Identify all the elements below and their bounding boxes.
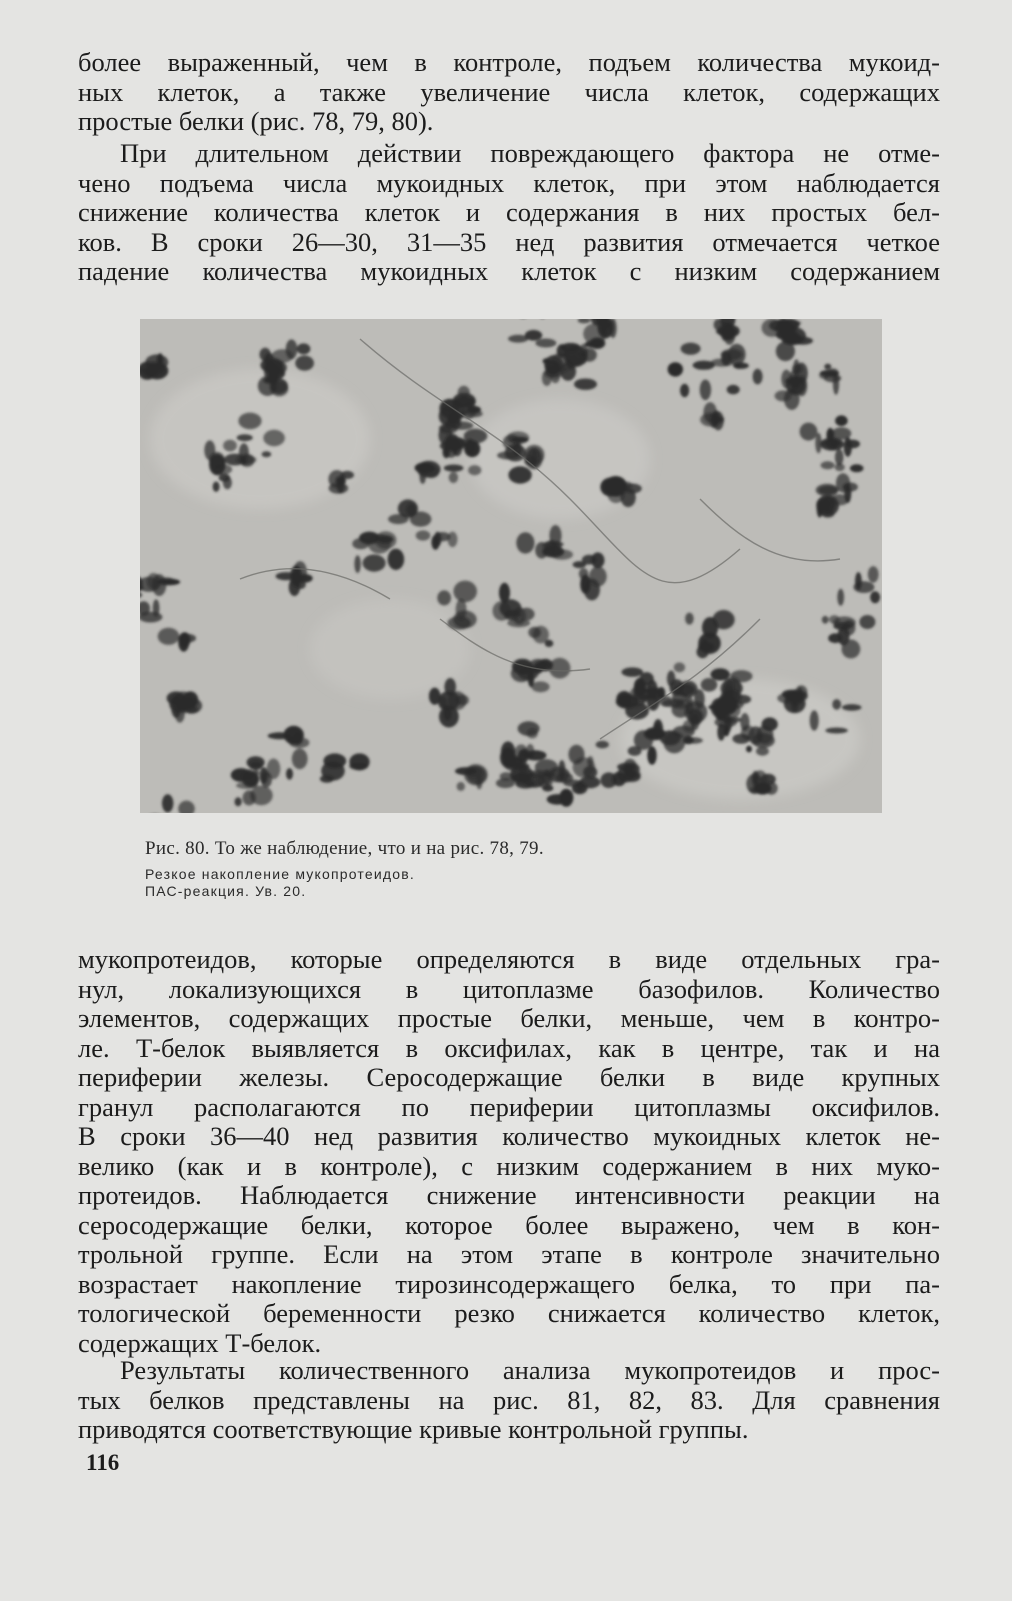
granule xyxy=(516,532,534,553)
granule xyxy=(508,466,531,483)
text-line: При длительном действии повреждающего фактора не отме- xyxy=(120,138,940,168)
granule xyxy=(710,359,733,367)
micrograph-image xyxy=(140,319,882,813)
granule xyxy=(712,410,720,425)
paragraph-results xyxy=(78,1356,940,1445)
granule xyxy=(775,390,792,401)
text-line: возрастает накопление тирозинсодержащего белка, то при па- xyxy=(78,1268,940,1299)
text-line: велико (как и в контроле), с низким содержанием в них муко- xyxy=(78,1150,940,1181)
granule xyxy=(178,633,189,652)
granule xyxy=(616,694,639,709)
granule xyxy=(685,613,694,625)
granule xyxy=(158,628,180,645)
granule xyxy=(825,728,848,734)
granule xyxy=(674,662,685,672)
granule xyxy=(746,746,752,753)
granule xyxy=(388,549,405,570)
text-line: содержащих Т-белок. xyxy=(78,1327,322,1358)
granule xyxy=(542,785,553,792)
granule xyxy=(295,356,314,371)
granule xyxy=(247,756,265,768)
text-line: снижение количества клеток и содержания в них простых бел- xyxy=(78,197,940,227)
granule xyxy=(287,737,303,745)
granule xyxy=(853,581,874,593)
granule xyxy=(828,368,839,377)
granule xyxy=(800,423,818,441)
granule xyxy=(797,687,803,704)
granule xyxy=(647,746,656,765)
granule xyxy=(723,725,729,736)
text-line: элементов, содержащих простые белки, меньше, чем в контро- xyxy=(78,1003,940,1033)
granule xyxy=(573,757,596,777)
granule xyxy=(239,443,249,461)
granule xyxy=(263,430,285,446)
granule xyxy=(329,483,349,494)
granule xyxy=(219,474,230,482)
granule xyxy=(868,566,879,583)
text-line: Результаты количественного анализа мукопротеидов и прос- xyxy=(120,1355,940,1385)
granule xyxy=(601,772,618,788)
paragraph-mucoproteins xyxy=(78,945,940,1358)
granule xyxy=(158,579,181,586)
granule xyxy=(501,741,515,761)
granule xyxy=(262,451,272,457)
granule xyxy=(765,782,778,795)
granule xyxy=(730,670,752,682)
text-line: тологической беременности резко снижается количество клеток, xyxy=(78,1298,940,1328)
granule xyxy=(819,486,838,494)
granule xyxy=(354,555,360,573)
granule xyxy=(694,689,705,709)
granule xyxy=(600,478,621,497)
text-line: чено подъема числа мукоидных клеток, при этом наблюдается xyxy=(78,167,940,198)
granule xyxy=(596,741,609,749)
granule xyxy=(416,530,431,540)
granule xyxy=(835,415,848,426)
granule xyxy=(531,681,549,692)
text-line: падение количества мукоидных клеток с низким содержанием xyxy=(78,256,940,286)
granule xyxy=(508,335,528,343)
granule xyxy=(272,349,294,362)
granule xyxy=(237,434,253,441)
granule xyxy=(824,364,831,370)
granule xyxy=(654,723,662,740)
granule xyxy=(680,384,689,397)
granule xyxy=(549,658,571,679)
granule xyxy=(579,568,589,579)
granule xyxy=(576,780,583,792)
granule xyxy=(628,746,642,756)
granule xyxy=(448,691,466,710)
granule xyxy=(153,599,160,616)
granule xyxy=(286,768,293,780)
granule xyxy=(297,343,311,354)
granule xyxy=(204,440,215,460)
granule xyxy=(835,449,844,466)
granule xyxy=(547,794,568,805)
granule xyxy=(359,532,380,545)
paragraph-continued xyxy=(78,48,940,137)
text-line: ных клеток, а также увеличение числа клеток, содержащих xyxy=(78,76,940,107)
granule xyxy=(740,713,749,731)
page-number: 116 xyxy=(86,1450,120,1475)
granule xyxy=(622,667,644,676)
caption-title: Рис. 80. То же наблюдение, что и на рис. 78, 79. xyxy=(145,838,544,859)
granule xyxy=(544,541,564,548)
granule xyxy=(465,766,483,778)
granule xyxy=(574,379,597,390)
text-line: более выраженный, чем в контроле, подъем количества мукоид- xyxy=(78,47,940,77)
granule xyxy=(453,611,477,629)
granule xyxy=(762,717,778,731)
granule xyxy=(573,561,586,568)
granule xyxy=(323,753,346,768)
granule xyxy=(821,461,835,469)
granule xyxy=(833,622,852,630)
granule xyxy=(836,473,850,492)
granule xyxy=(732,734,750,744)
text-line: приводятся соответствующие кривые контрольной группы. xyxy=(78,1414,749,1444)
granule xyxy=(439,425,453,445)
granule xyxy=(683,736,694,744)
granule xyxy=(453,581,477,603)
granule xyxy=(723,322,733,340)
granule xyxy=(435,532,451,541)
granule xyxy=(683,720,696,732)
granule xyxy=(518,721,540,736)
granule xyxy=(835,464,845,472)
granule xyxy=(448,532,458,548)
text-line: нул, локализующихся в цитоплазме базофилов. Количество xyxy=(78,973,940,1004)
granule xyxy=(832,699,841,710)
granule xyxy=(789,387,797,395)
granule xyxy=(464,440,480,457)
granule xyxy=(500,772,513,781)
granule xyxy=(821,497,835,513)
text-line: периферии железы. Серосодержащие белки в виде крупных xyxy=(78,1062,940,1092)
granule xyxy=(238,413,261,430)
granule xyxy=(320,775,334,783)
granule xyxy=(524,445,545,466)
granule xyxy=(535,339,556,348)
granule xyxy=(785,377,803,385)
granule xyxy=(437,590,451,605)
granule xyxy=(349,762,368,770)
granule xyxy=(697,646,709,659)
granule xyxy=(668,362,683,376)
granule xyxy=(713,610,735,629)
granule xyxy=(519,763,528,783)
granule xyxy=(551,549,573,559)
figure-caption xyxy=(145,838,845,900)
granule xyxy=(500,599,522,617)
granule xyxy=(822,616,829,624)
text-line: В сроки 36—40 нед развития количество мукоидных клеток не- xyxy=(78,1121,940,1151)
granule xyxy=(733,363,749,369)
caption-description: Резкое накопление мукопротеидов. xyxy=(145,866,415,882)
granule xyxy=(820,438,844,451)
paragraph-damaging-factor xyxy=(78,139,940,287)
granule xyxy=(267,759,281,780)
granule xyxy=(451,444,459,453)
granule xyxy=(213,482,220,492)
granule xyxy=(634,678,646,697)
micrograph-figure xyxy=(140,319,882,813)
granule xyxy=(561,343,581,352)
granule xyxy=(507,619,530,627)
granule xyxy=(514,744,528,761)
granule xyxy=(846,440,860,449)
granule xyxy=(453,393,476,409)
granule xyxy=(681,343,701,355)
text-line: трольной группе. Если на этом этапе в контроле значительно xyxy=(78,1239,940,1269)
granule xyxy=(810,710,819,730)
text-line: гранул располагаются по периферии цитоплазмы оксифилов. xyxy=(78,1091,940,1122)
granule xyxy=(467,410,483,417)
granule xyxy=(585,341,603,348)
granule xyxy=(292,748,308,769)
text-line: протеидов. Наблюдается снижение интенсивности реакции на xyxy=(78,1180,940,1210)
granule xyxy=(551,369,561,383)
granule xyxy=(622,482,632,489)
granule xyxy=(335,476,345,484)
granule xyxy=(727,385,740,395)
text-line: тых белков представлены на рис. 81, 82, 83. Для сравнения xyxy=(78,1384,940,1415)
text-line: серосодержащие белки, которое более выражено, чем в кон- xyxy=(78,1209,940,1240)
granule xyxy=(457,782,465,791)
granule xyxy=(662,699,683,708)
text-line: ле. Т-белок выявляется в оксифилах, как в центре, так и на xyxy=(78,1032,940,1063)
granule xyxy=(162,794,173,812)
granule xyxy=(235,797,242,806)
granule xyxy=(591,552,604,568)
granule xyxy=(449,472,458,483)
granule xyxy=(244,769,254,780)
granule xyxy=(398,499,418,517)
granule xyxy=(528,770,549,777)
text-line: ков. В сроки 26—30, 31—35 нед развития отмечается четкое xyxy=(78,226,940,257)
granule xyxy=(157,353,164,368)
granule xyxy=(444,465,464,472)
granule xyxy=(363,555,386,572)
granule xyxy=(545,640,554,647)
granule xyxy=(250,786,273,806)
granule xyxy=(377,535,393,543)
text-line: мукопротеидов, которые определяются в виде отдельных гра- xyxy=(78,944,940,974)
granule xyxy=(828,633,842,643)
granule xyxy=(542,370,552,386)
caption-method: ПАС-реакция. Ув. 20. xyxy=(145,883,307,899)
granule xyxy=(584,579,600,601)
granule xyxy=(711,668,730,680)
text-line: простые белки (рис. 78, 79, 80). xyxy=(78,106,434,136)
granule xyxy=(748,726,762,744)
granule xyxy=(837,589,844,606)
granule xyxy=(850,464,864,472)
granule xyxy=(625,764,640,773)
granule xyxy=(792,364,803,374)
granule xyxy=(870,591,880,603)
granule xyxy=(276,572,298,580)
granule xyxy=(417,461,441,478)
granule xyxy=(753,369,763,385)
granule xyxy=(271,365,279,384)
granule xyxy=(756,747,769,756)
granule xyxy=(185,706,199,713)
granule xyxy=(701,678,718,692)
granule xyxy=(468,465,481,475)
granule xyxy=(842,704,862,711)
granule xyxy=(443,446,450,458)
granule xyxy=(700,380,711,401)
granule xyxy=(223,440,237,452)
granule xyxy=(859,615,875,629)
granule xyxy=(581,348,597,362)
